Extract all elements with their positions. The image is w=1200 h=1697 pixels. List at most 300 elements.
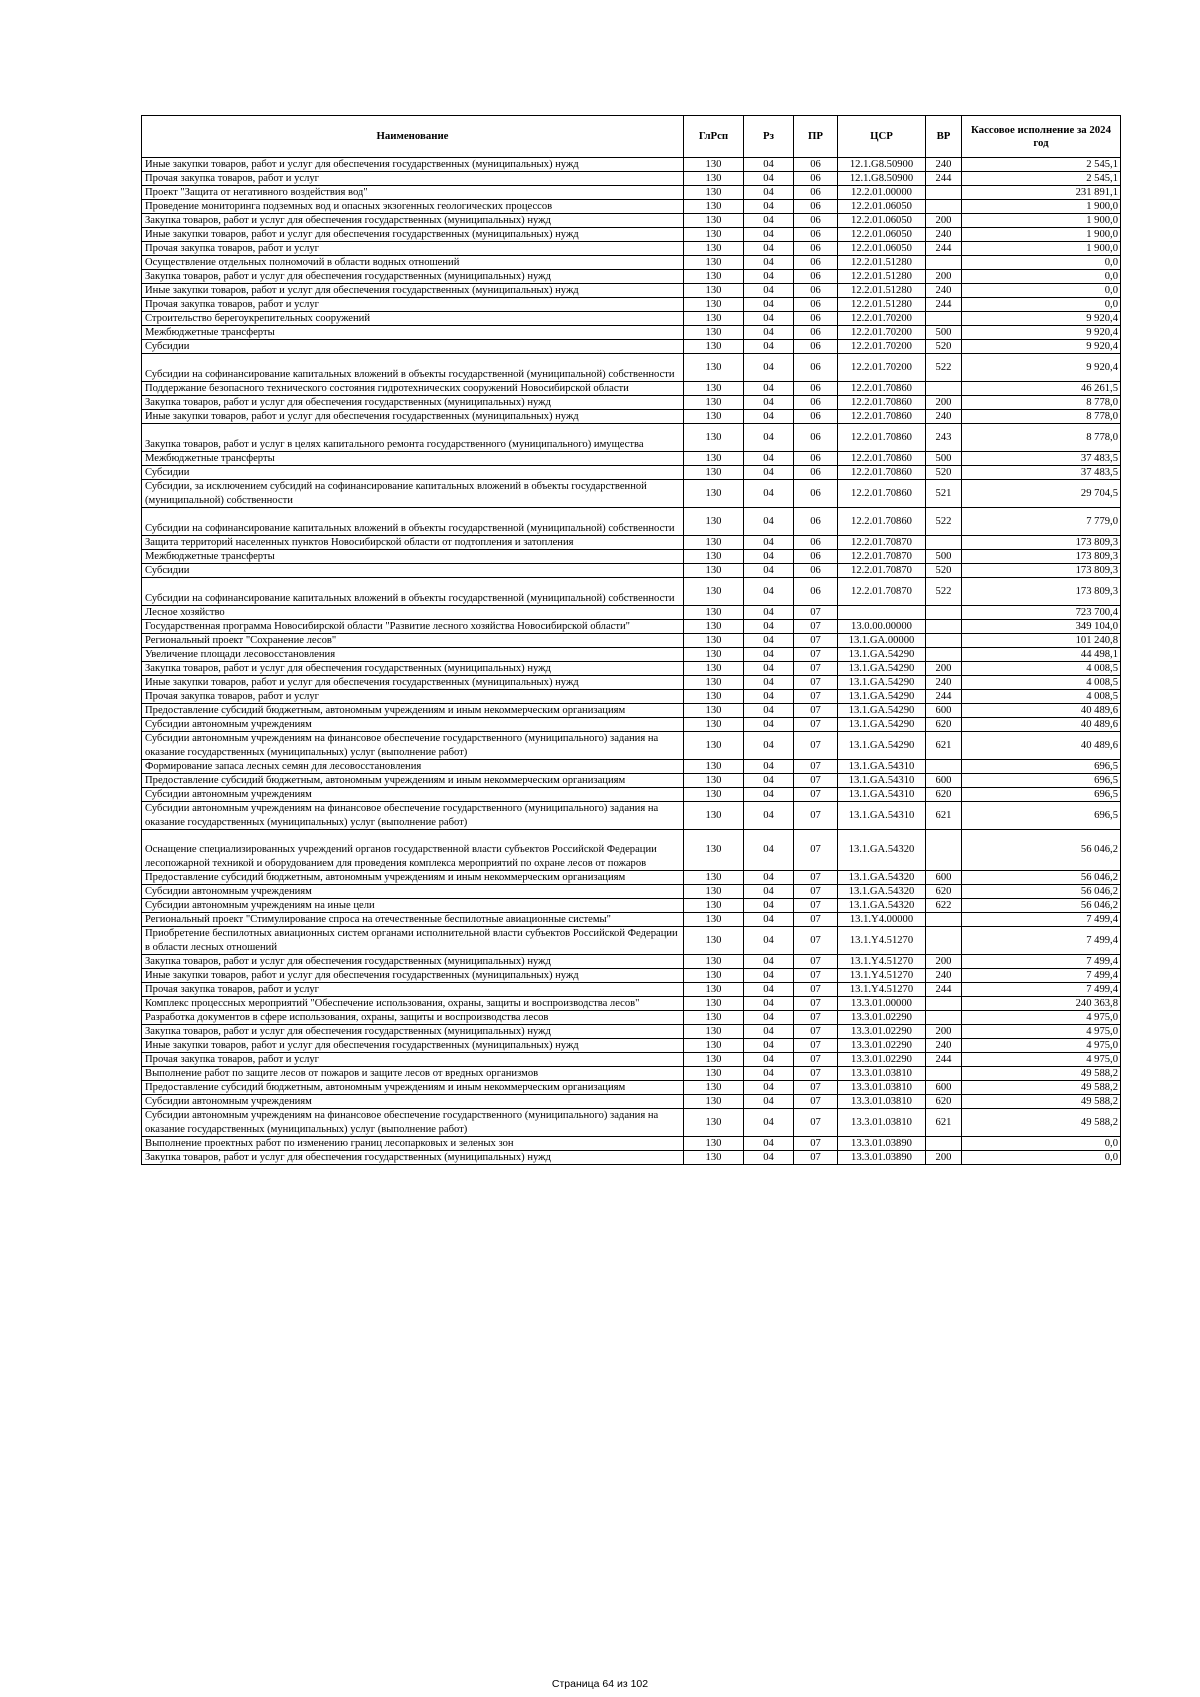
cell-sum: 2 545,1 [962,158,1121,172]
cell-pr: 06 [794,312,838,326]
cell-sum: 696,5 [962,774,1121,788]
cell-glrsp: 130 [684,298,744,312]
cell-glrsp: 130 [684,1067,744,1081]
cell-glrsp: 130 [684,885,744,899]
cell-name: Субсидии [142,340,684,354]
cell-glrsp: 130 [684,536,744,550]
cell-csr: 13.3.01.02290 [838,1025,926,1039]
cell-rz: 04 [744,899,794,913]
cell-glrsp: 130 [684,1081,744,1095]
cell-csr: 13.1.Y4.51270 [838,983,926,997]
cell-pr: 07 [794,899,838,913]
cell-sum: 40 489,6 [962,704,1121,718]
cell-pr: 07 [794,927,838,955]
cell-name: Субсидии автономным учреждениям [142,718,684,732]
table-row [142,718,1121,732]
cell-name: Иные закупки товаров, работ и услуг для обеспечения государственных (муниципальных) нужд [142,284,684,298]
table-row [142,704,1121,718]
cell-vr: 500 [926,550,962,564]
cell-pr: 07 [794,802,838,830]
cell-sum: 231 891,1 [962,186,1121,200]
cell-rz: 04 [744,578,794,606]
cell-csr: 13.1.GA.54310 [838,774,926,788]
cell-rz: 04 [744,760,794,774]
cell-vr: 621 [926,1109,962,1137]
table-header-row [142,116,1121,158]
cell-sum: 173 809,3 [962,550,1121,564]
cell-glrsp: 130 [684,676,744,690]
cell-vr: 621 [926,732,962,760]
cell-name: Разработка документов в сфере использования, охраны, защиты и воспроизводства лесов [142,1011,684,1025]
cell-name: Закупка товаров, работ и услуг для обеспечения государственных (муниципальных) нужд [142,270,684,284]
cell-csr: 12.2.01.70200 [838,312,926,326]
cell-vr: 521 [926,480,962,508]
cell-name: Субсидии [142,564,684,578]
cell-glrsp: 130 [684,1011,744,1025]
cell-vr [926,186,962,200]
cell-sum: 9 920,4 [962,326,1121,340]
cell-name: Формирование запаса лесных семян для лесовосстановления [142,760,684,774]
cell-vr: 522 [926,354,962,382]
header-sum: Кассовое исполнение за 2024 год [962,116,1121,158]
cell-name: Закупка товаров, работ и услуг для обеспечения государственных (муниципальных) нужд [142,955,684,969]
cell-vr [926,200,962,214]
cell-pr: 06 [794,326,838,340]
cell-pr: 07 [794,1067,838,1081]
cell-pr: 06 [794,284,838,298]
cell-csr: 13.1.GA.54290 [838,648,926,662]
table-row [142,312,1121,326]
cell-pr: 07 [794,774,838,788]
cell-pr: 07 [794,1011,838,1025]
cell-glrsp: 130 [684,704,744,718]
cell-csr: 13.1.Y4.51270 [838,955,926,969]
cell-rz: 04 [744,354,794,382]
table-row [142,214,1121,228]
cell-pr: 07 [794,1109,838,1137]
cell-vr: 621 [926,802,962,830]
cell-glrsp: 130 [684,774,744,788]
table-row [142,466,1121,480]
cell-sum: 7 499,4 [962,927,1121,955]
cell-glrsp: 130 [684,270,744,284]
table-row [142,648,1121,662]
cell-rz: 04 [744,871,794,885]
table-row [142,158,1121,172]
cell-rz: 04 [744,634,794,648]
cell-rz: 04 [744,340,794,354]
cell-pr: 06 [794,466,838,480]
cell-vr: 520 [926,340,962,354]
cell-name: Иные закупки товаров, работ и услуг для обеспечения государственных (муниципальных) нужд [142,676,684,690]
cell-vr: 620 [926,788,962,802]
cell-rz: 04 [744,1081,794,1095]
cell-name: Осуществление отдельных полномочий в области водных отношений [142,256,684,270]
cell-pr: 06 [794,424,838,452]
cell-pr: 07 [794,1039,838,1053]
cell-glrsp: 130 [684,983,744,997]
header-rz: Рз [744,116,794,158]
cell-glrsp: 130 [684,1151,744,1165]
cell-name: Поддержание безопасного технического состояния гидротехнических сооружений Новосибирской области [142,382,684,396]
cell-sum: 2 545,1 [962,172,1121,186]
cell-pr: 07 [794,1053,838,1067]
cell-name: Закупка товаров, работ и услуг в целях капитального ремонта государственного (муниципального) имущества [142,424,684,452]
table-row [142,690,1121,704]
cell-rz: 04 [744,1039,794,1053]
cell-vr: 600 [926,871,962,885]
cell-glrsp: 130 [684,396,744,410]
cell-glrsp: 130 [684,578,744,606]
cell-glrsp: 130 [684,955,744,969]
cell-rz: 04 [744,396,794,410]
table-row [142,634,1121,648]
cell-pr: 06 [794,396,838,410]
table-row [142,298,1121,312]
cell-rz: 04 [744,550,794,564]
cell-glrsp: 130 [684,1053,744,1067]
cell-rz: 04 [744,774,794,788]
cell-csr: 13.1.GA.54310 [838,788,926,802]
cell-rz: 04 [744,186,794,200]
cell-vr: 620 [926,885,962,899]
table-row [142,480,1121,508]
cell-sum: 37 483,5 [962,466,1121,480]
cell-sum: 49 588,2 [962,1081,1121,1095]
cell-rz: 04 [744,466,794,480]
cell-rz: 04 [744,648,794,662]
cell-glrsp: 130 [684,620,744,634]
table-row [142,270,1121,284]
cell-name: Комплекс процессных мероприятий "Обеспечение использования, охраны, защиты и воспроизводства лесов" [142,997,684,1011]
cell-csr: 13.3.01.02290 [838,1011,926,1025]
cell-name: Региональный проект "Сохранение лесов" [142,634,684,648]
cell-sum: 4 008,5 [962,690,1121,704]
cell-rz: 04 [744,256,794,270]
cell-rz: 04 [744,214,794,228]
cell-vr: 200 [926,955,962,969]
cell-glrsp: 130 [684,662,744,676]
cell-csr: 12.2.01.70870 [838,564,926,578]
cell-glrsp: 130 [684,648,744,662]
cell-vr: 520 [926,564,962,578]
cell-sum: 173 809,3 [962,578,1121,606]
cell-rz: 04 [744,298,794,312]
cell-pr: 06 [794,172,838,186]
cell-sum: 37 483,5 [962,452,1121,466]
cell-csr: 13.1.GA.54290 [838,690,926,704]
cell-pr: 07 [794,830,838,871]
cell-name: Увеличение площади лесовосстановления [142,648,684,662]
cell-glrsp: 130 [684,284,744,298]
cell-sum: 4 975,0 [962,1053,1121,1067]
cell-rz: 04 [744,830,794,871]
cell-pr: 07 [794,969,838,983]
cell-name: Прочая закупка товаров, работ и услуг [142,1053,684,1067]
cell-sum: 9 920,4 [962,340,1121,354]
cell-csr: 13.1.Y4.51270 [838,969,926,983]
table-row [142,172,1121,186]
cell-vr: 500 [926,452,962,466]
cell-csr: 12.2.01.70200 [838,354,926,382]
table-row [142,983,1121,997]
cell-sum: 0,0 [962,284,1121,298]
cell-glrsp: 130 [684,452,744,466]
cell-rz: 04 [744,564,794,578]
cell-sum: 4 975,0 [962,1025,1121,1039]
cell-name: Закупка товаров, работ и услуг для обеспечения государственных (муниципальных) нужд [142,214,684,228]
cell-csr: 13.1.GA.54320 [838,830,926,871]
cell-vr [926,913,962,927]
cell-sum: 4 975,0 [962,1039,1121,1053]
cell-name: Межбюджетные трансферты [142,452,684,466]
cell-glrsp: 130 [684,172,744,186]
table-row [142,200,1121,214]
cell-glrsp: 130 [684,158,744,172]
cell-pr: 07 [794,955,838,969]
cell-name: Субсидии [142,466,684,480]
cell-vr: 200 [926,1151,962,1165]
cell-pr: 07 [794,634,838,648]
table-row [142,284,1121,298]
cell-sum: 4 008,5 [962,662,1121,676]
cell-pr: 07 [794,676,838,690]
cell-sum: 7 779,0 [962,508,1121,536]
cell-pr: 07 [794,648,838,662]
cell-rz: 04 [744,200,794,214]
cell-csr: 12.1.G8.50900 [838,172,926,186]
cell-sum: 44 498,1 [962,648,1121,662]
cell-rz: 04 [744,158,794,172]
cell-pr: 06 [794,452,838,466]
cell-csr: 12.2.01.06050 [838,214,926,228]
cell-name: Субсидии автономным учреждениям [142,788,684,802]
table-row [142,452,1121,466]
cell-csr: 13.1.GA.54310 [838,760,926,774]
cell-pr: 06 [794,340,838,354]
cell-sum: 9 920,4 [962,354,1121,382]
cell-name: Предоставление субсидий бюджетным, автономным учреждениям и иным некоммерческим организациям [142,704,684,718]
table-row [142,927,1121,955]
cell-name: Иные закупки товаров, работ и услуг для обеспечения государственных (муниципальных) нужд [142,158,684,172]
cell-glrsp: 130 [684,997,744,1011]
cell-pr: 07 [794,690,838,704]
cell-pr: 07 [794,718,838,732]
cell-pr: 06 [794,382,838,396]
cell-sum: 7 499,4 [962,969,1121,983]
cell-csr: 13.1.GA.54290 [838,676,926,690]
cell-rz: 04 [744,1011,794,1025]
cell-rz: 04 [744,1053,794,1067]
cell-rz: 04 [744,172,794,186]
cell-pr: 07 [794,913,838,927]
cell-glrsp: 130 [684,732,744,760]
cell-name: Прочая закупка товаров, работ и услуг [142,298,684,312]
cell-glrsp: 130 [684,1095,744,1109]
cell-pr: 06 [794,480,838,508]
cell-name: Предоставление субсидий бюджетным, автономным учреждениям и иным некоммерческим организациям [142,1081,684,1095]
cell-rz: 04 [744,1095,794,1109]
cell-pr: 07 [794,997,838,1011]
cell-name: Субсидии автономным учреждениям на финансовое обеспечение государственного (муниципального) задания на оказание государственных (муниципальных) услуг (выполнение работ) [142,732,684,760]
cell-pr: 07 [794,885,838,899]
cell-pr: 07 [794,606,838,620]
cell-name: Прочая закупка товаров, работ и услуг [142,690,684,704]
cell-name: Субсидии на софинансирование капитальных вложений в объекты государственной (муниципальной) собственности [142,508,684,536]
cell-rz: 04 [744,312,794,326]
cell-csr: 12.2.01.70870 [838,550,926,564]
cell-csr: 12.2.01.70860 [838,396,926,410]
header-csr: ЦСР [838,116,926,158]
cell-name: Лесное хозяйство [142,606,684,620]
cell-sum: 7 499,4 [962,955,1121,969]
cell-name: Субсидии автономным учреждениям [142,885,684,899]
cell-rz: 04 [744,662,794,676]
cell-csr: 12.2.01.06050 [838,200,926,214]
cell-name: Иные закупки товаров, работ и услуг для обеспечения государственных (муниципальных) нужд [142,410,684,424]
cell-glrsp: 130 [684,410,744,424]
cell-name: Закупка товаров, работ и услуг для обеспечения государственных (муниципальных) нужд [142,1025,684,1039]
cell-csr: 12.2.01.06050 [838,228,926,242]
table-row [142,508,1121,536]
header-vr: ВР [926,116,962,158]
cell-sum: 7 499,4 [962,913,1121,927]
cell-pr: 07 [794,1151,838,1165]
cell-csr: 13.1.GA.54290 [838,662,926,676]
cell-vr: 200 [926,214,962,228]
table-row [142,802,1121,830]
cell-pr: 07 [794,620,838,634]
cell-rz: 04 [744,382,794,396]
cell-csr: 12.2.01.70860 [838,410,926,424]
cell-glrsp: 130 [684,718,744,732]
cell-vr: 522 [926,578,962,606]
cell-csr: 13.1.GA.54290 [838,732,926,760]
cell-csr: 13.3.01.03890 [838,1151,926,1165]
table-row [142,997,1121,1011]
cell-rz: 04 [744,997,794,1011]
cell-glrsp: 130 [684,186,744,200]
cell-glrsp: 130 [684,424,744,452]
cell-vr: 520 [926,466,962,480]
table-row [142,186,1121,200]
cell-csr: 13.3.01.00000 [838,997,926,1011]
cell-rz: 04 [744,480,794,508]
cell-pr: 07 [794,704,838,718]
cell-csr: 12.2.01.51280 [838,284,926,298]
cell-rz: 04 [744,802,794,830]
cell-glrsp: 130 [684,340,744,354]
cell-sum: 1 900,0 [962,242,1121,256]
cell-sum: 0,0 [962,1137,1121,1151]
cell-sum: 8 778,0 [962,424,1121,452]
table-row [142,774,1121,788]
cell-pr: 07 [794,1081,838,1095]
cell-rz: 04 [744,620,794,634]
cell-glrsp: 130 [684,871,744,885]
cell-sum: 240 363,8 [962,997,1121,1011]
cell-csr: 13.1.Y4.51270 [838,927,926,955]
cell-sum: 1 900,0 [962,200,1121,214]
cell-csr [838,606,926,620]
cell-sum: 56 046,2 [962,871,1121,885]
cell-rz: 04 [744,410,794,424]
cell-pr: 06 [794,158,838,172]
cell-vr [926,1067,962,1081]
cell-vr: 243 [926,424,962,452]
table-row [142,1053,1121,1067]
cell-name: Субсидии на софинансирование капитальных вложений в объекты государственной (муниципальной) собственности [142,354,684,382]
cell-glrsp: 130 [684,760,744,774]
cell-vr [926,1011,962,1025]
cell-sum: 40 489,6 [962,732,1121,760]
cell-pr: 06 [794,270,838,284]
cell-csr: 13.1.GA.54290 [838,718,926,732]
cell-csr: 13.0.00.00000 [838,620,926,634]
cell-glrsp: 130 [684,606,744,620]
cell-sum: 8 778,0 [962,410,1121,424]
cell-name: Субсидии на софинансирование капитальных вложений в объекты государственной (муниципальной) собственности [142,578,684,606]
cell-pr: 07 [794,1095,838,1109]
cell-csr: 13.1.GA.54310 [838,802,926,830]
table-row [142,1109,1121,1137]
cell-sum: 0,0 [962,298,1121,312]
cell-csr: 12.2.01.70860 [838,480,926,508]
table-row [142,676,1121,690]
cell-vr: 522 [926,508,962,536]
cell-sum: 56 046,2 [962,830,1121,871]
cell-name: Проект "Защита от негативного воздействия вод" [142,186,684,200]
cell-glrsp: 130 [684,200,744,214]
table-row [142,620,1121,634]
cell-csr: 13.1.GA.54320 [838,899,926,913]
cell-name: Закупка товаров, работ и услуг для обеспечения государственных (муниципальных) нужд [142,1151,684,1165]
cell-csr: 13.3.01.03810 [838,1081,926,1095]
table-row [142,1025,1121,1039]
cell-vr: 240 [926,676,962,690]
cell-vr: 600 [926,774,962,788]
table-row [142,830,1121,871]
cell-glrsp: 130 [684,1109,744,1137]
cell-sum: 723 700,4 [962,606,1121,620]
cell-name: Межбюджетные трансферты [142,326,684,340]
cell-sum: 49 588,2 [962,1067,1121,1081]
cell-vr: 244 [926,242,962,256]
cell-sum: 1 900,0 [962,228,1121,242]
cell-glrsp: 130 [684,1039,744,1053]
cell-csr: 13.3.01.03810 [838,1109,926,1137]
cell-vr: 200 [926,270,962,284]
cell-name: Оснащение специализированных учреждений органов государственной власти субъектов Российской Федерации лесопожарной техникой и оборудованием для проведения комплекса мероприятий по охране лесов от пожаров [142,830,684,871]
cell-glrsp: 130 [684,927,744,955]
cell-name: Субсидии автономным учреждениям на иные цели [142,899,684,913]
cell-vr: 244 [926,1053,962,1067]
cell-glrsp: 130 [684,382,744,396]
cell-csr: 12.2.01.70860 [838,508,926,536]
cell-csr: 13.3.01.02290 [838,1053,926,1067]
cell-vr [926,256,962,270]
cell-rz: 04 [744,927,794,955]
cell-vr: 244 [926,983,962,997]
cell-vr: 620 [926,718,962,732]
cell-rz: 04 [744,606,794,620]
cell-sum: 56 046,2 [962,899,1121,913]
cell-sum: 7 499,4 [962,983,1121,997]
cell-vr: 200 [926,1025,962,1039]
cell-glrsp: 130 [684,256,744,270]
cell-sum: 696,5 [962,760,1121,774]
table-row [142,732,1121,760]
